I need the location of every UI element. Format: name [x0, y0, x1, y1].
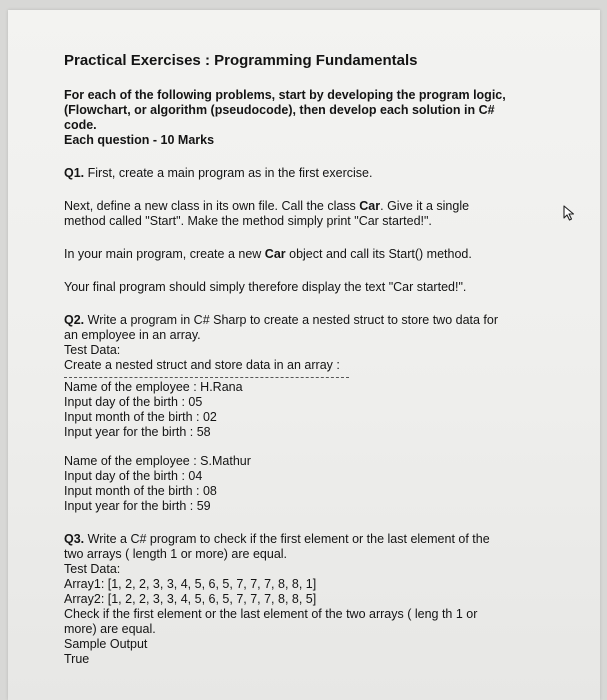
q1-text: object and call its Start() method.: [285, 247, 472, 261]
q1-text: Next, define a new class in its own file. Call the class: [64, 199, 360, 213]
q2-test-data: Test Data:: [64, 343, 121, 357]
q3-check-line1: Check if the first element or the last element of the two arrays ( leng th 1 or: [64, 607, 478, 621]
employee-1-block: [64, 380, 554, 440]
q1-class-name: Car: [264, 247, 286, 261]
document-content: [64, 52, 554, 667]
q1-heading: [64, 166, 554, 181]
q3-line2: two arrays ( length 1 or more) are equal.: [64, 547, 288, 561]
q3-check-line2: more) are equal.: [64, 622, 156, 636]
document-title: Practical Exercises : Programming Fundamentals: [64, 52, 418, 69]
q3-text: Write a C# program to check if the first element or the last element of the: [84, 532, 490, 546]
employee-field: Input day of the birth : 05: [64, 395, 203, 409]
mouse-pointer-icon: [562, 205, 576, 221]
q1-para1-line2: method called "Start". Make the method simply print "Car started!".: [64, 214, 432, 228]
employee-field: Name of the employee : H.Rana: [64, 380, 243, 394]
employee-field: Input month of the birth : 08: [64, 484, 217, 498]
q1-class-name: Car: [359, 199, 381, 213]
intro-line: For each of the following problems, start by developing the program logic,: [64, 88, 506, 102]
marks-note: Each question - 10 Marks: [64, 133, 215, 147]
employee-field: Input year for the birth : 58: [64, 425, 211, 439]
q1-text: In your main program, create a new: [64, 247, 265, 261]
q2-section: [64, 313, 554, 514]
q3-sample-output: Sample Output: [64, 637, 148, 651]
q3-array2: Array2: [1, 2, 2, 3, 3, 4, 5, 6, 5, 7, 7, 7, 8, 8, 5]: [64, 592, 317, 606]
q3-section: [64, 532, 554, 667]
q3-test-data: Test Data:: [64, 562, 121, 576]
q3-heading: [64, 532, 554, 547]
q1-label: Q1.: [64, 166, 85, 180]
q1-para1-line1: [64, 199, 554, 214]
q3-array1: Array1: [1, 2, 2, 3, 3, 4, 5, 6, 5, 7, 7, 7, 8, 8, 1]: [64, 577, 317, 591]
employee-field: Input month of the birth : 02: [64, 410, 217, 424]
employee-field: Input day of the birth : 04: [64, 469, 203, 483]
q1-paragraph-1: [64, 199, 554, 229]
q2-heading: [64, 313, 554, 328]
q1-paragraph-2: [64, 247, 554, 262]
dashed-divider: [64, 377, 349, 378]
employee-field: Input year for the birth : 59: [64, 499, 211, 513]
q3-label: Q3.: [64, 532, 85, 546]
employee-2-block: [64, 454, 554, 514]
q1-text: . Give it a single: [380, 199, 470, 213]
intro-line: (Flowchart, or algorithm (pseudocode), then develop each solution in C#: [64, 103, 495, 117]
employee-field: Name of the employee : S.Mathur: [64, 454, 251, 468]
q2-instruction: Create a nested struct and store data in an array :: [64, 358, 340, 372]
q2-text: Write a program in C# Sharp to create a nested struct to store two data for: [84, 313, 499, 327]
q1-paragraph-3: Your final program should simply therefore display the text "Car started!".: [64, 280, 467, 294]
intro-line: code.: [64, 118, 97, 132]
q2-line2: an employee in an array.: [64, 328, 201, 342]
q1-heading-text: First, create a main program as in the first exercise.: [84, 166, 373, 180]
intro-text: [64, 88, 554, 148]
q3-output-value: True: [64, 652, 90, 666]
q2-label: Q2.: [64, 313, 85, 327]
